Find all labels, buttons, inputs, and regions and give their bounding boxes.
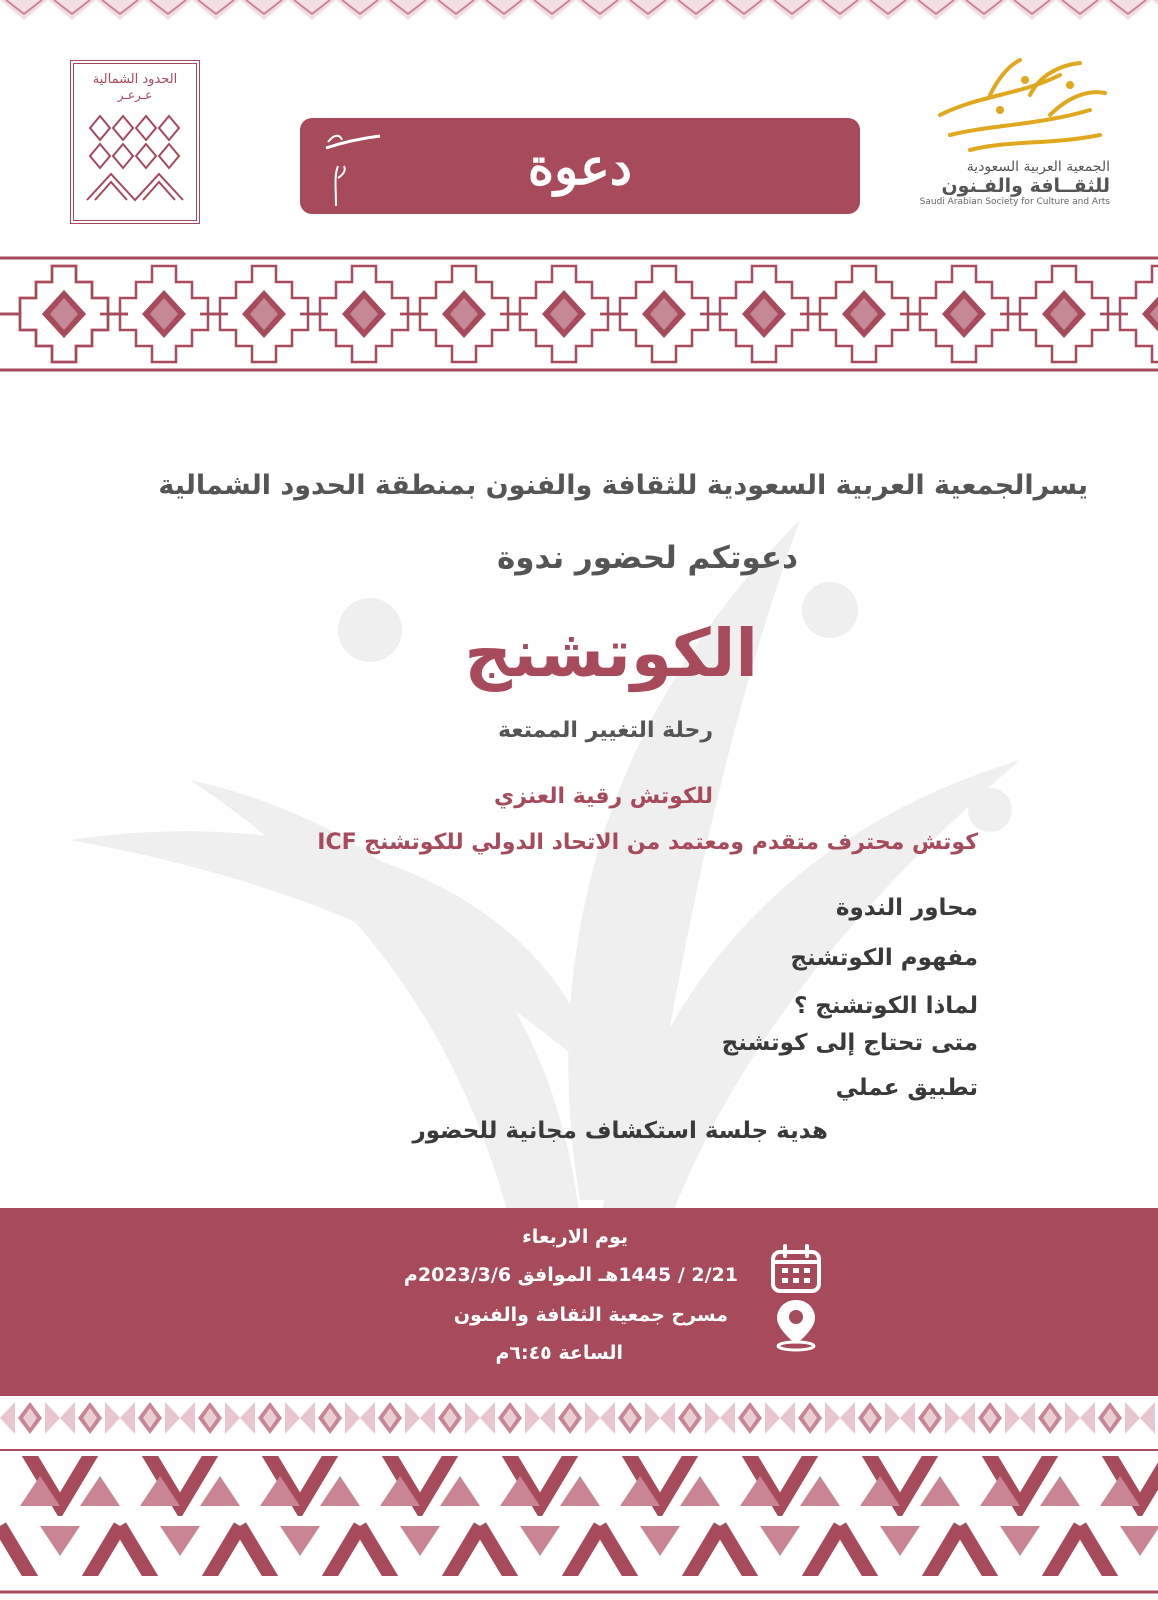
event-date: 2/21 / 1445هـ الموافق 2023/3/6م xyxy=(403,1264,738,1286)
invite-text: دعوتكم لحضور ندوة xyxy=(496,540,798,576)
society-logo xyxy=(910,55,1110,235)
coach-credentials: كوتش محترف متقدم ومعتمد من الاتحاد الدولي للكوتشنج ICF xyxy=(317,830,978,855)
calendar-icon xyxy=(770,1244,822,1294)
event-day: يوم الاربعاء xyxy=(522,1226,628,1248)
flourish-icon xyxy=(314,128,384,208)
logo-name-line2: للثقــافة والفـنون xyxy=(941,175,1110,197)
topics-heading: محاور الندوة xyxy=(835,895,978,921)
location-pin-icon xyxy=(772,1298,820,1352)
banner-title: دعوة xyxy=(527,136,633,196)
stamp-region-text: الحدود الشمالية xyxy=(92,72,178,87)
seminar-title: الكوتشنج xyxy=(464,615,758,692)
topic-item: لماذا الكوتشنج ؟ xyxy=(793,993,978,1019)
stamp-pattern-icon xyxy=(85,108,185,204)
top-pattern-strip xyxy=(0,0,1158,22)
event-info-band xyxy=(0,1208,1158,1396)
event-time: الساعة ٦:٤٥م xyxy=(495,1342,623,1364)
seminar-subtitle: رحلة التغيير الممتعة xyxy=(497,718,713,743)
society-logo-icon xyxy=(930,55,1110,155)
invitation-banner xyxy=(300,118,860,214)
intro-text: يسرالجمعية العربية السعودية للثقافة والفنون بمنطقة الحدود الشمالية xyxy=(158,470,1088,501)
topic-item: مفهوم الكوتشنج xyxy=(790,945,978,971)
event-venue: مسرح جمعية الثقافة والفنون xyxy=(453,1304,728,1326)
topic-item: متى تحتاج إلى كوتشنج xyxy=(721,1030,978,1056)
logo-name-en: Saudi Arabian Society for Culture and Arts xyxy=(919,197,1110,207)
coach-name: للكوتش رقية العنزي xyxy=(494,784,713,809)
region-stamp xyxy=(70,60,200,224)
geometric-pattern-band xyxy=(0,254,1158,374)
logo-name-line1: الجمعية العربية السعودية xyxy=(966,159,1110,175)
bottom-pattern-band xyxy=(0,1396,1158,1600)
topic-item: تطبيق عملي xyxy=(835,1075,978,1101)
stamp-city-text: عـرعـر xyxy=(117,88,153,102)
gift-text: هدية جلسة استكشاف مجانية للحضور xyxy=(412,1118,828,1144)
